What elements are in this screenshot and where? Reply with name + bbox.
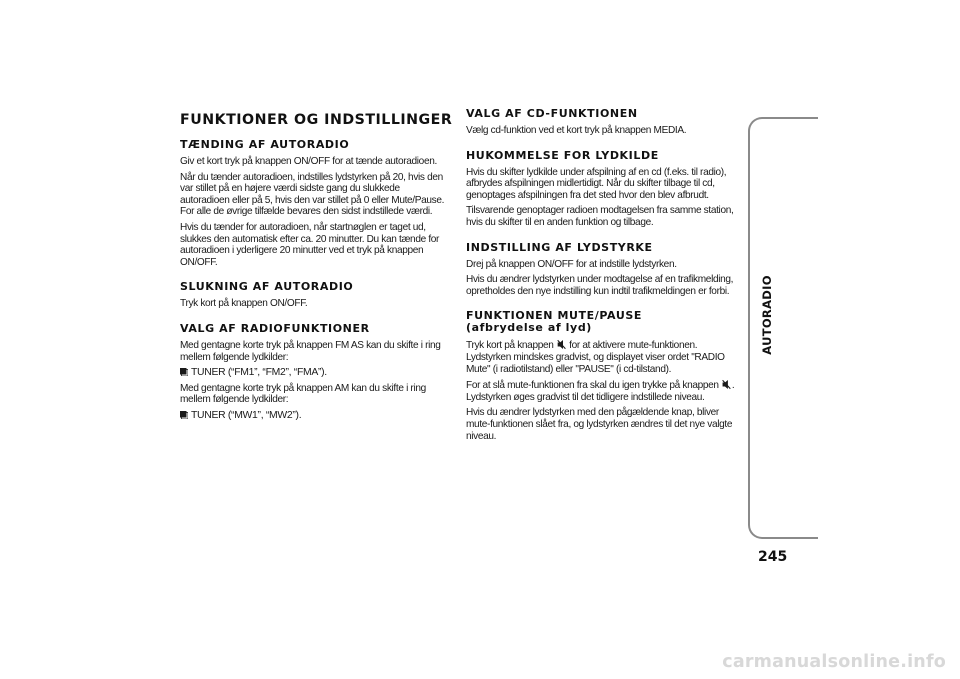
section-title-mute-line2: (afbrydelse af lyd) [466,321,592,335]
mute-speaker-icon [557,339,566,350]
paragraph-text: For at slå mute-funktionen fra skal du igen trykke på knappen [466,380,719,392]
chapter-tab-label [752,260,782,370]
section-title-slukning: SLUKNING AF AUTORADIO [180,280,354,294]
paragraph: Hvis du tænder for autoradioen, når startnøglen er taget ud, slukkes den automatisk efter ca. 20 minutter. Du kan tænde for autoradioen i yderligere 20 minutter ved et tryk på knappen ON/OFF. [180,221,440,268]
paragraph [466,339,742,375]
section-hukommelse [466,150,742,229]
paragraph: Med gentagne korte tryk på knappen AM kan du skifte i ring mellem følgende lydkilder: [180,382,426,406]
paragraph: Hvis du skifter lydkilde under afspilning af en cd (f.eks. til radio), afbrydes afspilningen midlertidigt. Når du skifter tilbage til cd, genoptages afspilningen fra det sted hvor den blev afbrudt. [466,166,727,201]
paragraph: Vælg cd-funktion ved et kort tryk på knappen MEDIA. [466,125,687,136]
paragraph-text: for at aktivere mute-funktionen. Lydstyrken mindskes gradvist, og displayet viser ordet "RADIO Mute" (i radiotilstand) eller "PAUSE" (i cd-tilstand). [466,340,725,375]
paragraph: Tryk kort på knappen ON/OFF. [180,298,308,310]
paragraph-text: . Lydstyrken øges gradvist til det tidligere indstillede niveau. [466,380,735,403]
paragraph: Med gentagne korte tryk på knappen FM AS kan du skifte i ring mellem følgende lydkilder: [180,339,441,363]
checkbox-bullet-icon [180,368,188,376]
section-title-mute-line1: FUNKTIONEN MUTE/PAUSE [466,309,642,323]
section-mute [466,310,742,442]
list-item [180,367,448,379]
paragraph: Hvis du ændrer lydstyrken med den pågældende knap, bliver mute-funktionen slået fra, og lydstyrken ændres til det nye valgte niveau. [466,407,733,442]
paragraph [466,379,742,403]
list-item [180,410,448,422]
section-title-hukommelse: HUKOMMELSE FOR LYDKILDE [466,148,659,162]
paragraph: Hvis du ændrer lydstyrken under modtagelse af en trafikmelding, opretholdes den nye indstilling kun indtil trafikmeldingen er forbi. [466,274,734,297]
section-taending [180,139,448,268]
watermark: carmanualsonline.info [722,652,946,672]
paragraph: Når du tænder autoradioen, indstilles lydstyrken på 20, hvis den var stillet på en højere værdi sidste gang du slukkede autoradioen eller på 5, hvis den var stillet på 0 eller Mute/Pause. For alle de øvrige tilfælde bevares den sidst indstillede værdi. [180,171,445,218]
section-lydstyrke [466,242,742,298]
paragraph: Drej på knappen ON/OFF for at indstille lydstyrken. [466,258,677,270]
page-number: 245 [758,549,788,565]
page-title: FUNKTIONER OG INDSTILLINGER [180,112,453,128]
chapter-tab-text: AUTORADIO [760,275,774,355]
paragraph-text: Tryk kort på knappen [466,340,554,352]
checkbox-bullet-icon [180,411,188,419]
section-subtitle-mute [466,322,742,334]
paragraph: Giv et kort tryk på knappen ON/OFF for at tænde autoradioen. [180,156,437,167]
section-slukning [180,281,448,310]
list-item-text: TUNER (“FM1”, “FM2”, “FMA”). [191,367,327,379]
list-item-text: TUNER (“MW1”, “MW2”). [191,409,302,421]
section-title-taending: TÆNDING AF AUTORADIO [180,138,350,151]
section-radiofunktioner [180,323,448,422]
section-cd [466,108,742,137]
right-column [466,108,742,455]
left-column [180,112,453,435]
section-title-radiofunktioner: VALG AF RADIOFUNKTIONER [180,321,370,335]
section-title-lydstyrke: INDSTILLING AF LYDSTYRKE [466,240,653,254]
mute-speaker-icon [722,379,731,390]
section-title-cd: VALG AF CD-FUNKTIONEN [466,107,638,120]
paragraph: Tilsvarende genoptager radioen modtagelsen fra samme station, hvis du skifter til en anden funktion og tilbage. [466,205,734,228]
